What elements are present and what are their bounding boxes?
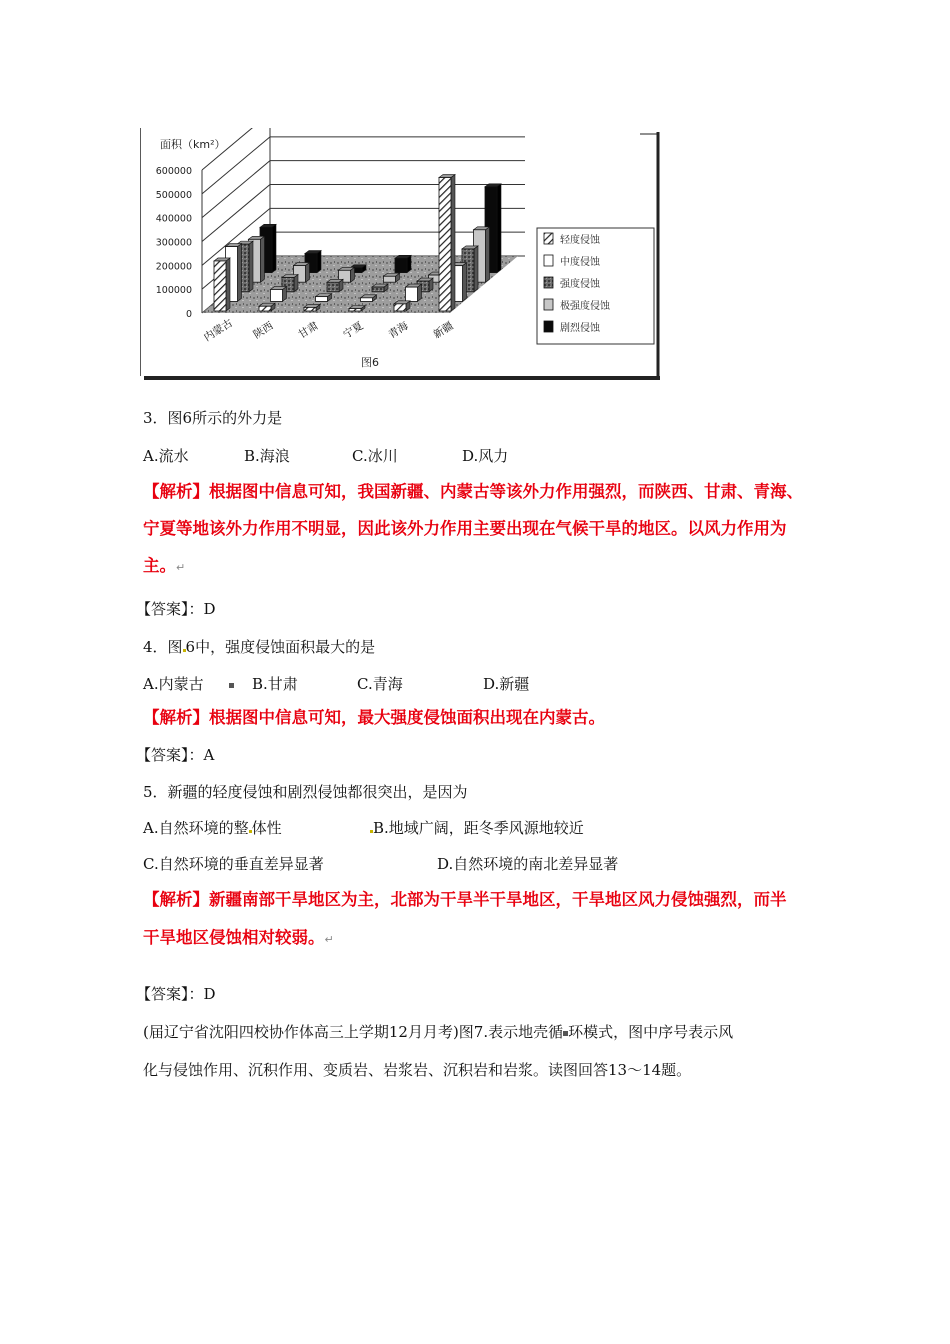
y-tick-label: 400000: [155, 213, 192, 225]
q3-option-a[interactable]: A.流水: [143, 447, 189, 465]
q5-answer: 【答案】：D: [136, 985, 216, 1003]
x-tick-label: 青海: [386, 319, 411, 342]
x-tick-label: 新疆: [431, 319, 456, 342]
q4-stem: [143, 636, 375, 658]
q4-answer: 【答案】：A: [136, 746, 215, 764]
q5-analysis-line-2: [143, 927, 334, 951]
x-tick-label: 宁夏: [341, 319, 366, 342]
paragraph-mark-icon: ↵: [324, 933, 334, 946]
y-tick-label: 300000: [155, 237, 192, 249]
bar-强度侵蚀-宁夏: [372, 284, 388, 292]
q4-stem-part-1: 4．图: [143, 638, 183, 656]
next-question-intro-line-1: [143, 1021, 733, 1043]
gridline: [202, 137, 525, 194]
q3-option-d[interactable]: D.风力: [462, 447, 509, 465]
erosion-chart-figure: [140, 128, 665, 383]
bar-轻度侵蚀-青海: [394, 301, 410, 311]
y-tick-label: 600000: [155, 166, 192, 177]
q3-analysis-line-3: [143, 555, 185, 579]
q5-option-b-text: B.地域广阔，距冬季风源地较近: [373, 819, 584, 837]
bar-极强度侵蚀-宁夏: [384, 273, 400, 282]
q5-analysis-line-1: 【解析】新疆南部干旱地区为主，北部为干旱半干旱地区，干旱地区风力侵蚀强烈，而半: [143, 890, 787, 909]
x-tick-label: 陕西: [251, 319, 276, 342]
legend-label: 剧烈侵蚀: [560, 323, 600, 334]
legend-label: 轻度侵蚀: [560, 235, 600, 246]
q3-analysis-line-3-text: 主。: [143, 556, 176, 575]
y-tick-label: 200000: [155, 261, 192, 273]
gridline: [202, 128, 525, 170]
next-question-intro-line-2: 化与侵蚀作用、沉积作用、变质岩、岩浆岩、沉积岩和岩浆。读图回答13～14题。: [143, 1061, 692, 1079]
q3-option-c[interactable]: C.冰川: [352, 447, 398, 465]
legend-swatch: [544, 321, 553, 332]
q5-option-a[interactable]: [143, 817, 282, 839]
q4-option-b[interactable]: B.甘肃: [252, 675, 298, 693]
intro-line-1-part-1: (届辽宁省沈阳四校协作体高三上学期12月月考)图7.表示地壳循: [143, 1023, 564, 1041]
q3-analysis-line-2: 宁夏等地该外力作用不明显，因此该外力作用主要出现在气候干旱的地区。以风力作用为: [143, 519, 787, 538]
legend-label: 强度侵蚀: [560, 279, 600, 290]
legend-swatch: [544, 255, 553, 266]
y-axis-label: 面积（km²）: [160, 138, 226, 151]
paragraph-mark-icon: ↵: [176, 561, 186, 574]
q3-option-b[interactable]: B.海浪: [244, 447, 290, 465]
erosion-chart: [140, 128, 665, 383]
bar-中度侵蚀-宁夏: [361, 295, 377, 302]
bar-中度侵蚀-陕西: [271, 286, 287, 301]
bar-中度侵蚀-青海: [406, 284, 422, 301]
q4-analysis: 【解析】根据图中信息可知，最大强度侵蚀面积出现在内蒙古。: [143, 708, 605, 727]
figure-caption: 图6: [361, 356, 379, 369]
bar-中度侵蚀-甘肃: [316, 294, 332, 302]
legend-label: 中度侵蚀: [560, 257, 600, 268]
q5-option-c[interactable]: C.自然环境的垂直差异显著: [143, 855, 324, 873]
y-tick-label: 500000: [155, 189, 192, 201]
q5-option-b[interactable]: [370, 817, 584, 839]
gridline: [202, 161, 525, 218]
y-tick-label: 100000: [155, 285, 192, 297]
bar-强度侵蚀-甘肃: [327, 279, 343, 292]
bar-轻度侵蚀-新疆: [439, 175, 455, 311]
q3-answer: 【答案】：D: [136, 600, 216, 618]
bar-轻度侵蚀-甘肃: [304, 304, 320, 311]
q4-stem-part-2: 6中，强度侵蚀面积最大的是: [185, 638, 376, 656]
intro-line-1-part-2: 环模式，图中序号表示风: [568, 1023, 734, 1041]
q3-analysis-line-1: 【解析】根据图中信息可知，我国新疆、内蒙古等该外力作用强烈，而陕西、甘肃、青海、: [143, 482, 803, 501]
q5-option-a-part-2: 体性: [251, 819, 282, 837]
q5-option-a-part-1: A.自然环境的整: [143, 819, 249, 837]
q4-option-c[interactable]: C.青海: [357, 675, 403, 693]
q3-stem: 3．图6所示的外力是: [143, 409, 283, 427]
legend-label: 极强度侵蚀: [560, 301, 610, 312]
bar-轻度侵蚀-内蒙古: [214, 258, 230, 311]
chart-legend: [537, 228, 654, 344]
q5-analysis-line-2-text: 干旱地区侵蚀相对较弱。: [143, 928, 325, 947]
q4-option-a[interactable]: A.内蒙古: [143, 675, 204, 693]
x-tick-label: 甘肃: [296, 319, 321, 342]
y-tick-label: 0: [185, 309, 192, 320]
q5-stem: 5．新疆的轻度侵蚀和剧烈侵蚀都很突出，是因为: [143, 783, 468, 801]
bar-剧烈侵蚀-宁夏: [395, 255, 411, 272]
legend-swatch: [544, 233, 553, 244]
x-tick-label: 内蒙古: [201, 317, 235, 344]
legend-swatch: [544, 299, 553, 310]
legend-swatch: [544, 277, 553, 288]
q5-option-d[interactable]: D.自然环境的南北差异显著: [437, 855, 619, 873]
bar-轻度侵蚀-陕西: [259, 303, 275, 311]
small-square-icon: [229, 683, 234, 688]
q4-option-d[interactable]: D.新疆: [483, 675, 530, 693]
